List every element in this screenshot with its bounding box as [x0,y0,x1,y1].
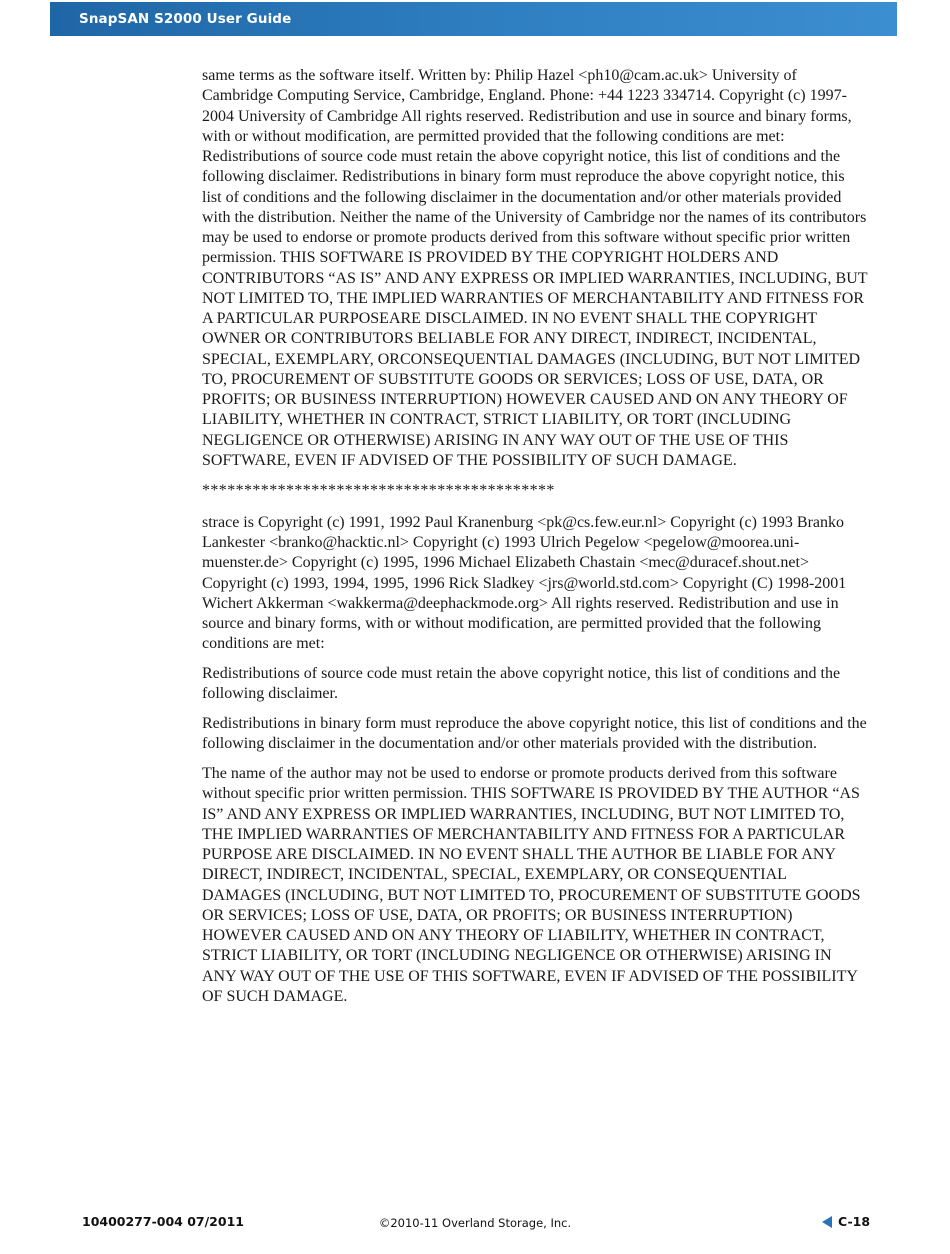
page-number-block[interactable] [822,1214,870,1229]
pcre-license-paragraph: same terms as the software itself. Written by: Philip Hazel <ph10@cam.ac.uk> University of Cambridge Computing Service, Cambridge, England. Phone: +44 1223 334714. Copyright (c) 1997-2004 University of Cambridge All rights reserved. Redistribution and use in source and binary forms, with or without modification, are permitted provided that the following conditions are met: Redistributions of source code must retain the above copyright notice, this list of conditions and the following disclaimer. Redistributions in binary form must reproduce the above copyright notice, this list of conditions and the following disclaimer in the documentation and/or other materials provided with the distribution. Neither the name of the University of Cambridge nor the names of its contributors may be used to endorse or promote products derived from this software without specific prior written permission. THIS SOFTWARE IS PROVIDED BY THE COPYRIGHT HOLDERS AND CONTRIBUTORS “AS IS” AND ANY EXPRESS OR IMPLIED WARRANTIES, INCLUDING, BUT NOT LIMITED TO, THE IMPLIED WARRANTIES OF MERCHANTABILITY AND FITNESS FOR A PARTICULAR PURPOSEARE DISCLAIMED. IN NO EVENT SHALL THE COPYRIGHT OWNER OR CONTRIBUTORS BELIABLE FOR ANY DIRECT, INDIRECT, INCIDENTAL, SPECIAL, EXEMPLARY, ORCONSEQUENTIAL DAMAGES (INCLUDING, BUT NOT LIMITED TO, PROCUREMENT OF SUBSTITUTE GOODS OR SERVICES; LOSS OF USE, DATA, OR PROFITS; OR BUSINESS INTERRUPTION) HOWEVER CAUSED AND ON ANY THEORY OF LIABILITY, WHETHER IN CONTRACT, STRICT LIABILITY, OR TORT (INCLUDING NEGLIGENCE OR OTHERWISE) ARISING IN ANY WAY OUT OF THE USE OF THIS SOFTWARE, EVEN IF ADVISED OF THE POSSIBILITY OF SUCH DAMAGE. [202,67,868,469]
triangle-left-icon[interactable] [822,1216,832,1228]
section-separator: ****************************************** [202,481,555,499]
doc-number: 10400277-004 07/2011 [82,1214,244,1229]
source-redistribution-paragraph: Redistributions of source code must retain the above copyright notice, this list of conditions and the following disclaimer. [202,665,841,703]
page-header-bar [50,2,897,36]
author-disclaimer-paragraph: The name of the author may not be used to endorse or promote products derived from this software without specific prior written permission. THIS SOFTWARE IS PROVIDED BY THE AUTHOR “AS IS” AND ANY EXPRESS OR IMPLIED WARRANTIES, INCLUDING, BUT NOT LIMITED TO, THE IMPLIED WARRANTIES OF MERCHANTABILITY AND FITNESS FOR A PARTICULAR PURPOSE ARE DISCLAIMED. IN NO EVENT SHALL THE AUTHOR BE LIABLE FOR ANY DIRECT, INDIRECT, INCIDENTAL, SPECIAL, EXEMPLARY, OR CONSEQUENTIAL DAMAGES (INCLUDING, BUT NOT LIMITED TO, PROCUREMENT OF SUBSTITUTE GOODS OR SERVICES; LOSS OF USE, DATA, OR PROFITS; OR BUSINESS INTERRUPTION) HOWEVER CAUSED AND ON ANY THEORY OF LIABILITY, WHETHER IN CONTRACT, STRICT LIABILITY, OR TORT (INCLUDING NEGLIGENCE OR OTHERWISE) ARISING IN ANY WAY OUT OF THE USE OF THIS SOFTWARE, EVEN IF ADVISED OF THE POSSIBILITY OF SUCH DAMAGE. [202,765,861,1005]
page-number: C-18 [838,1214,871,1229]
binary-redistribution-paragraph: Redistributions in binary form must reproduce the above copyright notice, this list of conditions and the following disclaimer in the documentation and/or other materials provided with the distribution. [202,715,867,753]
footer-copyright: ©2010-11 Overland Storage, Inc. [378,1216,572,1230]
strace-copyright-paragraph: strace is Copyright (c) 1991, 1992 Paul Kranenburg <pk@cs.few.eur.nl> Copyright (c) 1993 Branko Lankester <branko@hacktic.nl> Copyright (c) 1993 Ulrich Pegelow <pegelow@moorea.uni-muenster.de> Copyright (c) 1995, 1996 Michael Elizabeth Chastain <mec@duracef.shout.net> Copyright (c) 1993, 1994, 1995, 1996 Rick Sladkey <jrs@world.std.com> Copyright (C) 1998-2001 Wichert Akkerman <wakkerma@deephackmode.org> All rights reserved. Redistribution and use in source and binary forms, with or without modification, are permitted provided that the following conditions are met: [202,513,847,653]
license-text-body [202,66,868,1017]
guide-title: SnapSAN S2000 User Guide [79,11,292,27]
